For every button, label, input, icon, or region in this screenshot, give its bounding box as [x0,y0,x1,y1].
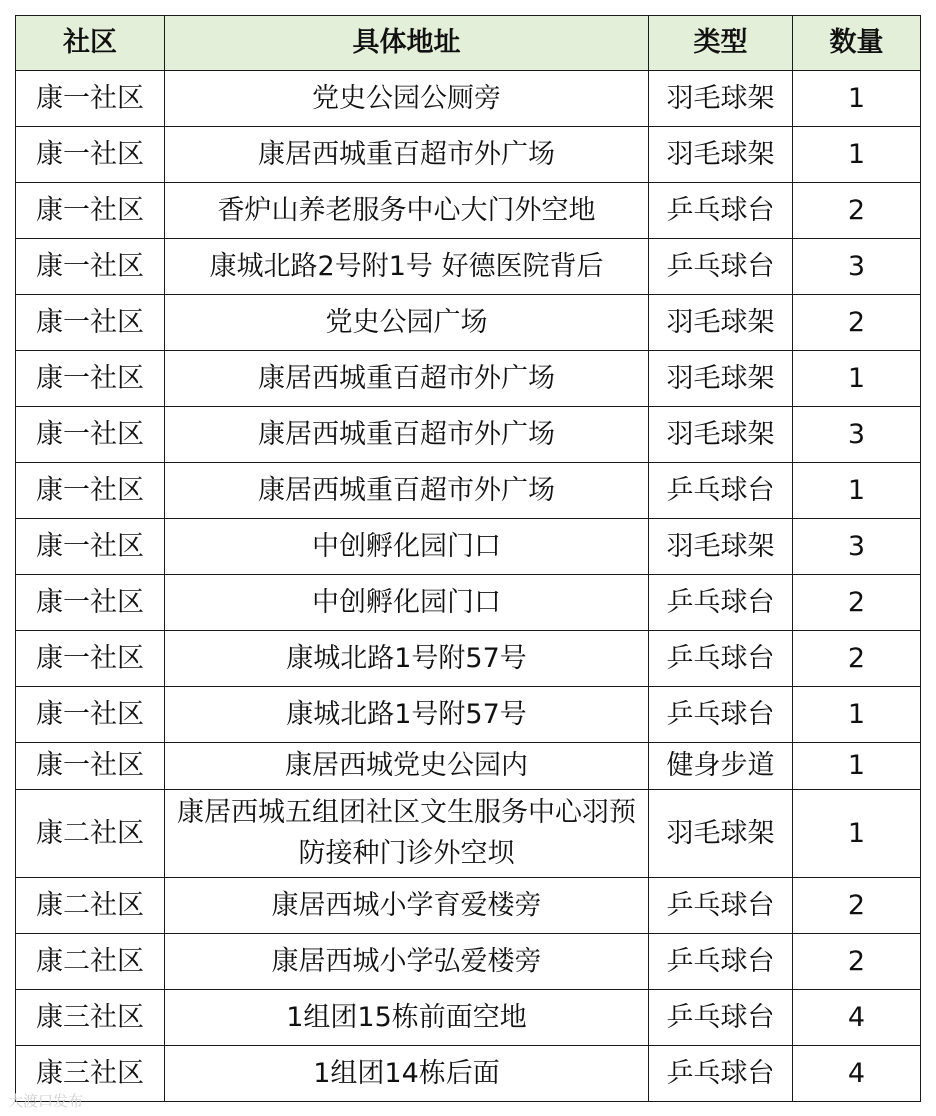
cell-address: 康居西城重百超市外广场 [165,127,649,183]
cell-address: 1组团15栋前面空地 [165,990,649,1046]
cell-type: 乒乓球台 [649,687,793,743]
table-row [16,1046,921,1102]
cell-type: 乒乓球台 [649,990,793,1046]
table-row [16,407,921,463]
cell-community: 康二社区 [16,878,165,934]
cell-address: 党史公园公厕旁 [165,71,649,127]
cell-community: 康一社区 [16,239,165,295]
cell-community: 康一社区 [16,463,165,519]
cell-community: 康二社区 [16,934,165,990]
header-quantity: 数量 [793,16,921,71]
cell-quantity: 2 [793,295,921,351]
cell-quantity: 2 [793,934,921,990]
cell-address: 康居西城小学育爱楼旁 [165,878,649,934]
cell-community: 康一社区 [16,687,165,743]
cell-quantity: 3 [793,519,921,575]
cell-quantity: 1 [793,743,921,790]
cell-community: 康一社区 [16,519,165,575]
cell-address: 香炉山养老服务中心大门外空地 [165,183,649,239]
cell-quantity: 2 [793,878,921,934]
cell-quantity: 1 [793,127,921,183]
cell-community: 康一社区 [16,183,165,239]
table-row [16,519,921,575]
cell-type: 羽毛球架 [649,71,793,127]
watermark: 大渡口发布 [8,1092,84,1110]
cell-address: 康城北路2号附1号 好德医院背后 [165,239,649,295]
cell-quantity: 2 [793,575,921,631]
cell-type: 羽毛球架 [649,790,793,878]
facility-table [15,15,921,1102]
cell-community: 康三社区 [16,990,165,1046]
header-community: 社区 [16,16,165,71]
cell-quantity: 1 [793,790,921,878]
cell-quantity: 2 [793,183,921,239]
header-row [16,16,921,71]
cell-community: 康一社区 [16,295,165,351]
table-row [16,351,921,407]
table-row [16,990,921,1046]
cell-community: 康一社区 [16,407,165,463]
cell-quantity: 4 [793,1046,921,1102]
cell-address: 康城北路1号附57号 [165,631,649,687]
cell-type: 乒乓球台 [649,631,793,687]
table-row [16,463,921,519]
cell-type: 乒乓球台 [649,1046,793,1102]
cell-community: 康一社区 [16,71,165,127]
cell-type: 健身步道 [649,743,793,790]
cell-community: 康三社区 [16,1046,165,1102]
table-row [16,687,921,743]
table-row [16,295,921,351]
table-row [16,239,921,295]
cell-type: 羽毛球架 [649,351,793,407]
header-type: 类型 [649,16,793,71]
cell-address: 1组团14栋后面 [165,1046,649,1102]
cell-type: 羽毛球架 [649,127,793,183]
cell-address: 康居西城重百超市外广场 [165,351,649,407]
cell-type: 乒乓球台 [649,575,793,631]
table-row [16,790,921,878]
cell-address: 康居西城重百超市外广场 [165,463,649,519]
cell-address: 康城北路1号附57号 [165,687,649,743]
cell-quantity: 2 [793,631,921,687]
table-body [16,71,921,1102]
cell-quantity: 3 [793,407,921,463]
cell-community: 康一社区 [16,351,165,407]
cell-address: 康居西城党史公园内 [165,743,649,790]
cell-type: 乒乓球台 [649,463,793,519]
cell-community: 康一社区 [16,743,165,790]
cell-quantity: 1 [793,351,921,407]
cell-quantity: 1 [793,687,921,743]
cell-type: 乒乓球台 [649,934,793,990]
cell-quantity: 1 [793,71,921,127]
cell-community: 康一社区 [16,575,165,631]
cell-address: 康居西城五组团社区文生服务中心羽预防接种门诊外空坝 [165,790,649,878]
table-row [16,934,921,990]
cell-quantity: 4 [793,990,921,1046]
cell-community: 康二社区 [16,790,165,878]
cell-type: 乒乓球台 [649,183,793,239]
cell-address: 康居西城重百超市外广场 [165,407,649,463]
cell-address: 党史公园广场 [165,295,649,351]
cell-type: 羽毛球架 [649,519,793,575]
table-row [16,743,921,790]
cell-community: 康一社区 [16,127,165,183]
cell-address: 中创孵化园门口 [165,519,649,575]
cell-type: 羽毛球架 [649,407,793,463]
table-row [16,71,921,127]
cell-type: 乒乓球台 [649,239,793,295]
cell-type: 乒乓球台 [649,878,793,934]
cell-address: 中创孵化园门口 [165,575,649,631]
cell-type: 羽毛球架 [649,295,793,351]
header-address: 具体地址 [165,16,649,71]
table-row [16,183,921,239]
cell-community: 康一社区 [16,631,165,687]
cell-address: 康居西城小学弘爱楼旁 [165,934,649,990]
table-row [16,631,921,687]
table-row [16,878,921,934]
table-row [16,127,921,183]
cell-quantity: 1 [793,463,921,519]
table-row [16,575,921,631]
cell-quantity: 3 [793,239,921,295]
